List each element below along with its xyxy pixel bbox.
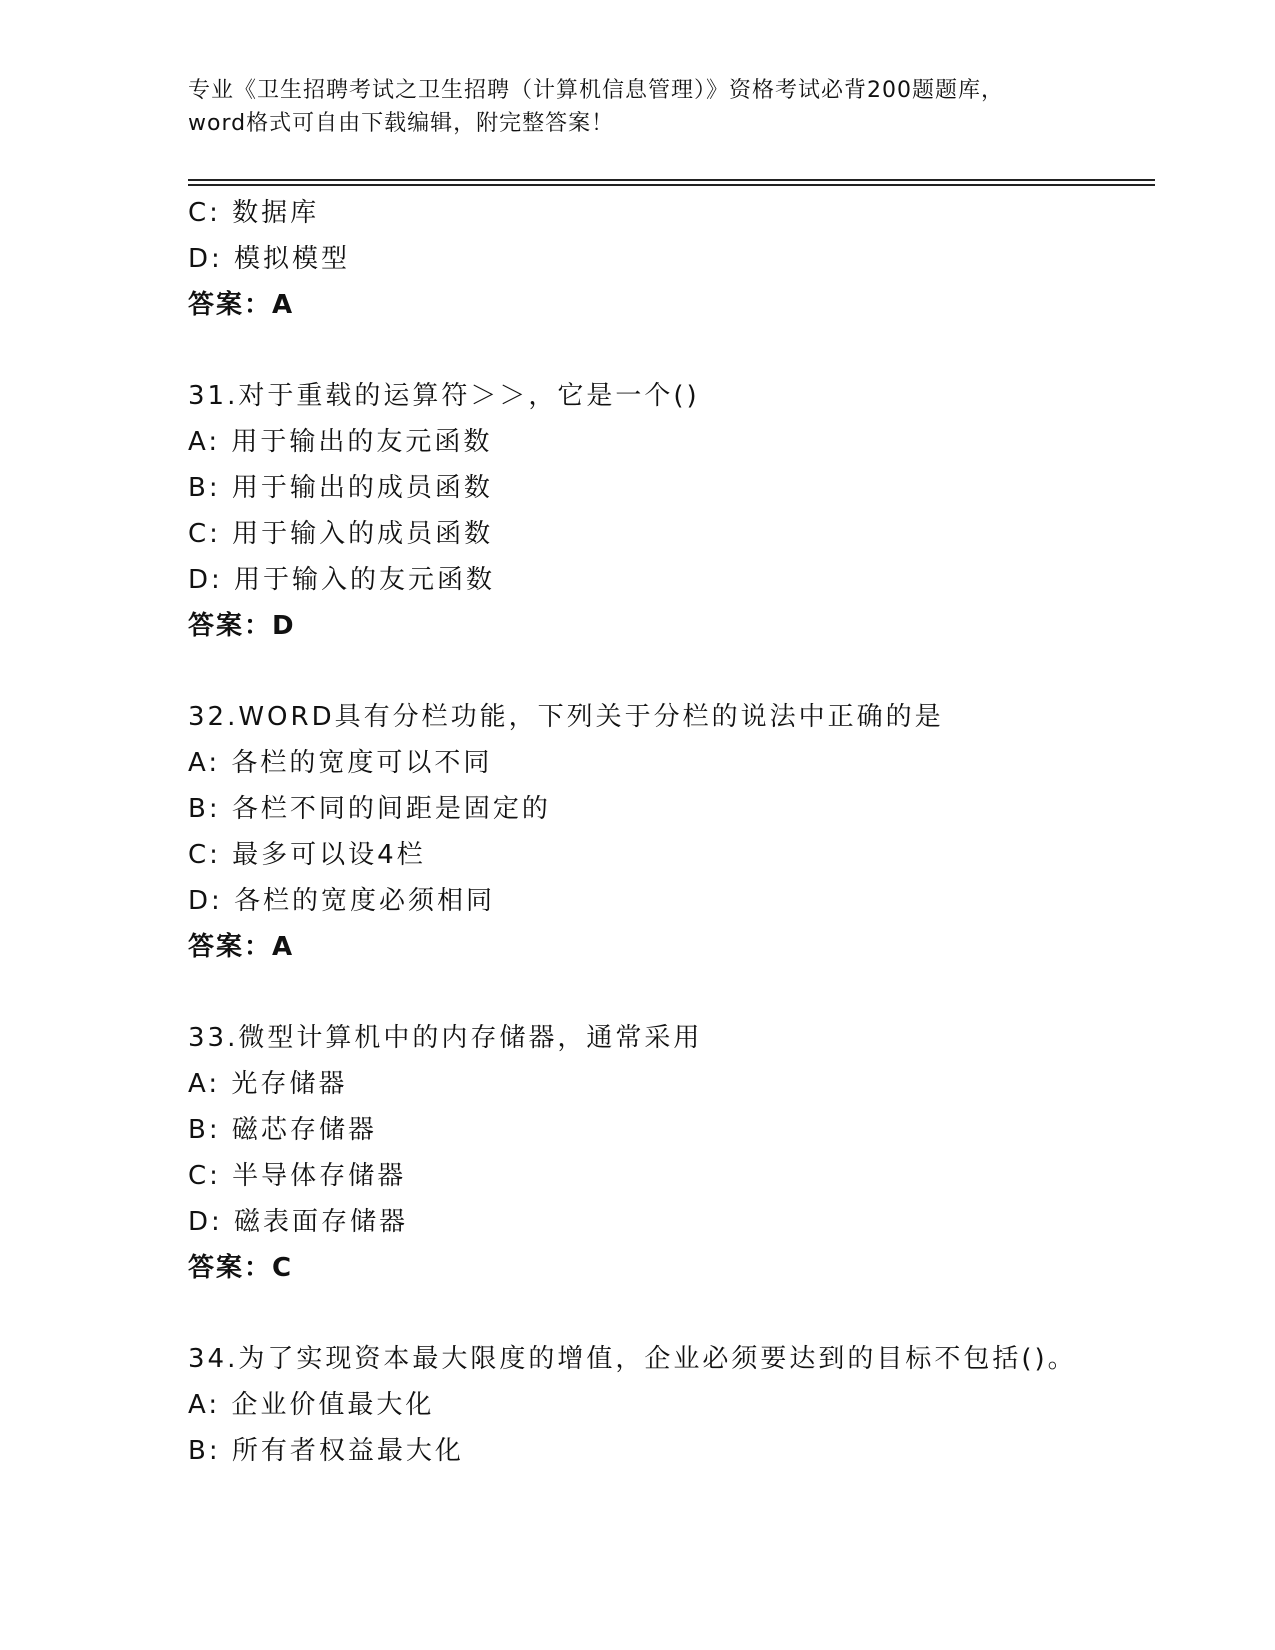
question-stem: 33.微型计算机中的内存储器，通常采用 — [188, 1023, 703, 1053]
option-a: A: 企业价值最大化 — [188, 1390, 435, 1420]
option-c: C: 最多可以设4栏 — [188, 840, 426, 870]
option-a: A: 各栏的宽度可以不同 — [188, 748, 493, 778]
answer-line: 答案：C — [188, 1253, 294, 1283]
question-stem: 31.对于重载的运算符＞＞，它是一个() — [188, 381, 700, 411]
option-b: B: 磁芯存储器 — [188, 1115, 377, 1145]
question-stem: 32.WORD具有分栏功能，下列关于分栏的说法中正确的是 — [188, 702, 944, 732]
header-divider-top — [188, 179, 1155, 181]
option-c: C: 用于输入的成员函数 — [188, 519, 494, 549]
option-a: A: 用于输出的友元函数 — [188, 427, 493, 457]
option-b: B: 用于输出的成员函数 — [188, 473, 493, 503]
answer-line: 答案：D — [188, 611, 296, 641]
option-d: D: 磁表面存储器 — [188, 1207, 409, 1237]
option-b: B: 所有者权益最大化 — [188, 1436, 464, 1466]
option-d: D: 用于输入的友元函数 — [188, 565, 496, 595]
question-34 — [188, 1336, 1148, 1474]
header-line-1: 专业《卫生招聘考试之卫生招聘（计算机信息管理）》资格考试必背200题题库， — [188, 78, 1004, 103]
option-c: C: 半导体存储器 — [188, 1161, 407, 1191]
question-32 — [188, 694, 1148, 970]
header-divider-bottom — [188, 184, 1155, 186]
question-30-continued — [188, 190, 1148, 328]
option-c: C: 数据库 — [188, 198, 320, 228]
question-31 — [188, 373, 1148, 649]
document-header — [188, 74, 1088, 140]
header-line-2: word格式可自由下载编辑，附完整答案！ — [188, 111, 615, 136]
question-list — [188, 190, 1148, 1474]
answer-line: 答案：A — [188, 290, 295, 320]
answer-line: 答案：A — [188, 932, 295, 962]
option-d: D: 模拟模型 — [188, 244, 351, 274]
option-a: A: 光存储器 — [188, 1069, 348, 1099]
question-stem: 34.为了实现资本最大限度的增值，企业必须要达到的目标不包括()。 — [188, 1344, 1077, 1374]
option-b: B: 各栏不同的间距是固定的 — [188, 794, 551, 824]
option-d: D: 各栏的宽度必须相同 — [188, 886, 496, 916]
question-33 — [188, 1015, 1148, 1291]
